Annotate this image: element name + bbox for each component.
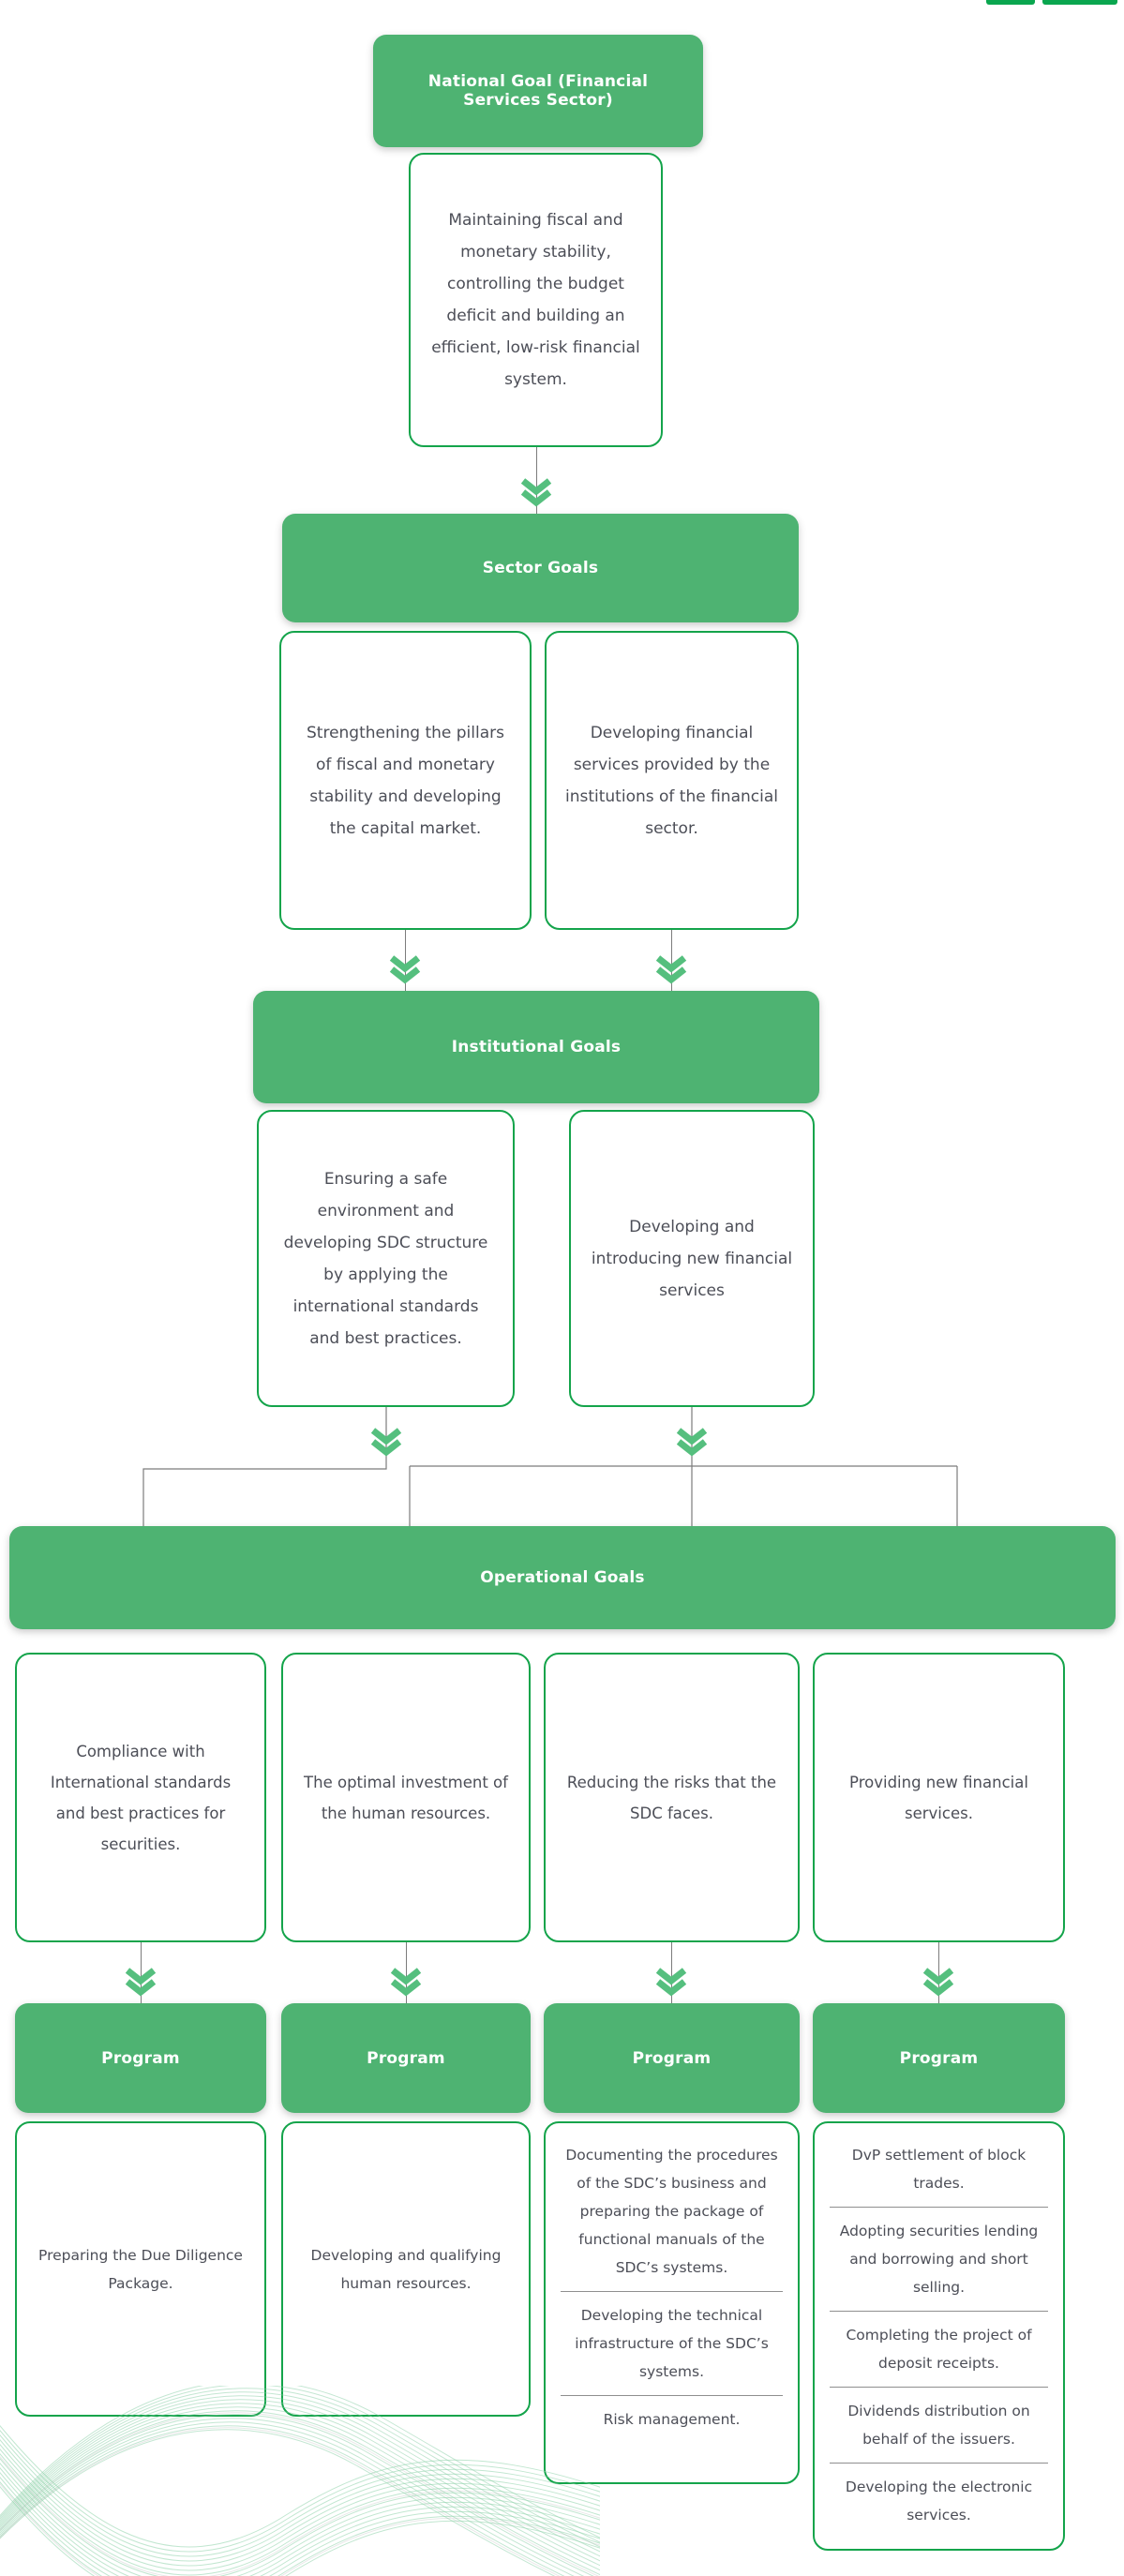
program-item: DvP settlement of block trades. (851, 2147, 1027, 2192)
decorative-wave-pattern (0, 2386, 600, 2576)
item-divider (830, 2387, 1048, 2388)
institutional-goal-card-2 (569, 1110, 815, 1407)
national-goal-card-text: Maintaining fiscal and monetary stability, controlling the budget deficit and building an efficient, low-risk financial system. (431, 211, 640, 389)
sector-goal-card-2-text: Developing financial services provided by the institutions of the financial sector. (565, 723, 778, 838)
connector-op4-to-program (922, 1942, 955, 2003)
program-item: Developing and qualifying human resources. (310, 2246, 502, 2292)
operational-goal-card-3-text: Reducing the risks that the SDC faces. (566, 1773, 777, 1822)
national-goal-header-label: National Goal (Financial Services Sector) (427, 72, 649, 110)
program-item: Dividends distribution on behalf of the issuers. (847, 2403, 1030, 2448)
program-header-2 (281, 2003, 531, 2113)
item-divider (830, 2311, 1048, 2312)
program-item: Risk management. (603, 2411, 741, 2428)
program-card-4 (813, 2121, 1065, 2551)
chevron-down-icon (922, 1967, 955, 1997)
chevron-down-icon (369, 1427, 403, 1457)
connector-sector1-to-institutional (388, 930, 422, 991)
operational-goals-header (9, 1526, 1116, 1629)
program-header-1 (15, 2003, 266, 2113)
connector-sector2-to-institutional (654, 930, 688, 991)
chevron-down-icon (519, 477, 553, 507)
chevron-down-icon (389, 1967, 423, 1997)
operational-goal-card-3 (544, 1653, 800, 1942)
institutional-goal-card-1-text: Ensuring a safe environment and developing SDC structure by applying the international standards and best practices. (283, 1169, 488, 1348)
national-goal-header (373, 35, 703, 147)
sector-goal-card-1-text: Strengthening the pillars of fiscal and monetary stability and developing the capital market. (307, 723, 504, 838)
top-accent-bar-right (1042, 0, 1117, 5)
connector-op1-to-program (124, 1942, 157, 2003)
chevron-down-icon (124, 1967, 157, 1997)
program-card-2 (281, 2121, 531, 2417)
item-divider (830, 2207, 1048, 2208)
top-accent-bar-left (986, 0, 1035, 5)
program-header-4-label: Program (899, 2048, 979, 2068)
program-item: Preparing the Due Diligence Package. (38, 2246, 243, 2292)
institutional-goal-card-1 (257, 1110, 515, 1407)
sector-goals-header (282, 514, 799, 622)
program-header-3-label: Program (632, 2048, 712, 2068)
sector-goals-header-label: Sector Goals (482, 559, 599, 577)
chevron-down-icon (388, 954, 422, 984)
branch-connector-lines (0, 1407, 1124, 1529)
operational-goal-card-2-text: The optimal investment of the human resources. (304, 1773, 508, 1822)
program-item: Developing the electronic services. (845, 2479, 1033, 2524)
program-header-2-label: Program (367, 2048, 445, 2068)
program-header-4 (813, 2003, 1065, 2113)
operational-goal-card-2 (281, 1653, 531, 1942)
operational-goal-card-4 (813, 1653, 1065, 1942)
chevron-down-icon (654, 1967, 688, 1997)
program-item: Completing the project of deposit receipts. (846, 2327, 1032, 2372)
program-card-1 (15, 2121, 266, 2417)
institutional-goals-header-label: Institutional Goals (451, 1038, 622, 1056)
institutional-goal-card-2-text: Developing and introducing new financial services (591, 1217, 793, 1300)
program-item: Documenting the procedures of the SDC’s business and preparing the package of functional manuals of the SDC’s systems. (565, 2147, 778, 2276)
program-header-1-label: Program (101, 2048, 180, 2068)
program-item: Adopting securities lending and borrowing and short selling. (839, 2223, 1039, 2296)
program-header-3 (544, 2003, 800, 2113)
institutional-goals-header (253, 991, 819, 1103)
operational-goal-card-1-text: Compliance with International standards and best practices for securities. (50, 1742, 232, 1853)
connector-op3-to-program (654, 1942, 688, 2003)
program-item: Developing the technical infrastructure of the SDC’s systems. (575, 2307, 769, 2380)
connector-national-to-sector (519, 447, 553, 514)
connector-op2-to-program (389, 1942, 423, 2003)
national-goal-card (409, 153, 663, 447)
sector-goal-card-2 (545, 631, 799, 930)
operational-goals-header-label: Operational Goals (480, 1568, 645, 1587)
chevron-down-icon (675, 1427, 709, 1457)
operational-goal-card-4-text: Providing new financial services. (849, 1773, 1028, 1822)
item-divider (561, 2291, 783, 2292)
sector-goal-card-1 (279, 631, 532, 930)
operational-goal-card-1 (15, 1653, 266, 1942)
chevron-down-icon (654, 954, 688, 984)
item-divider (830, 2463, 1048, 2464)
